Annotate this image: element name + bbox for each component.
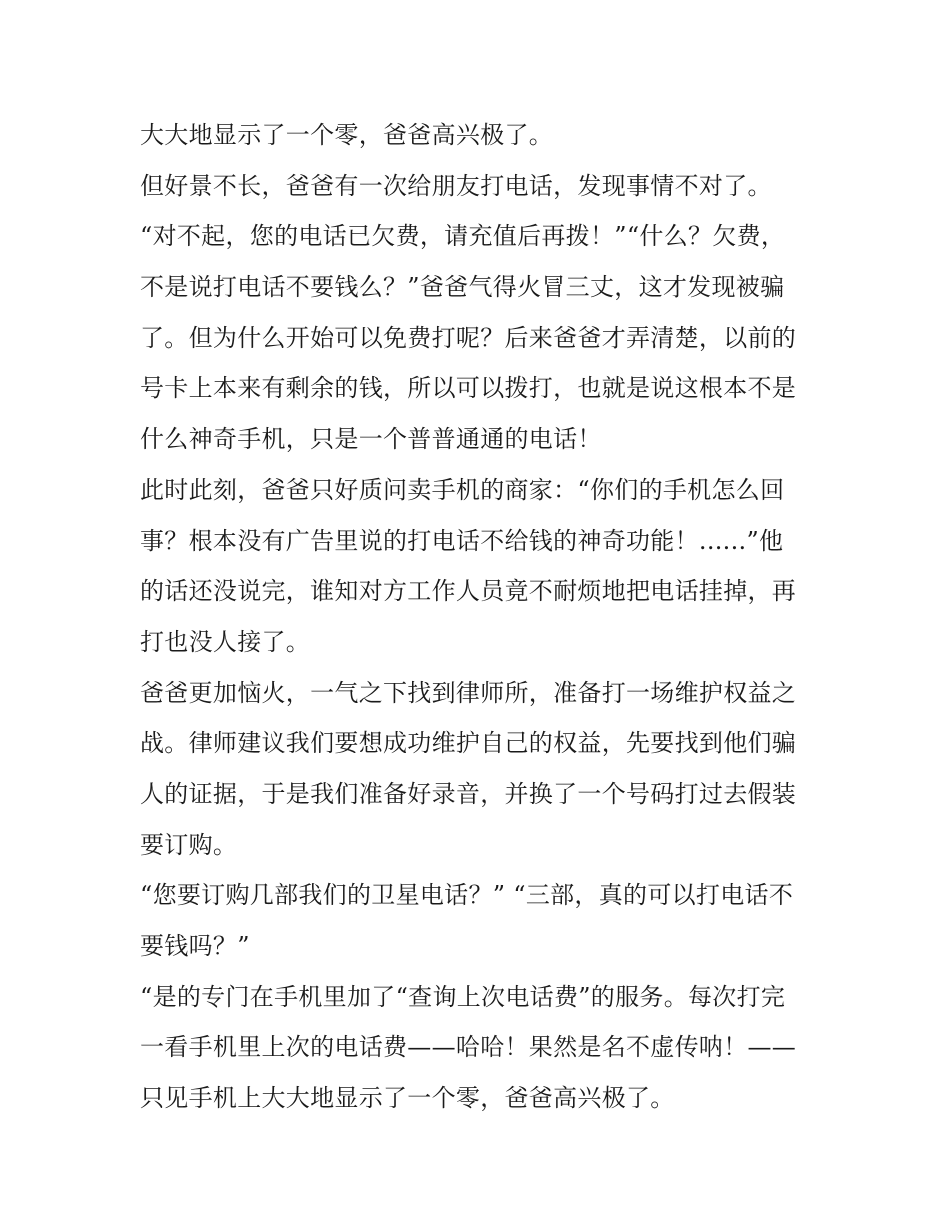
text-line: 号卡上本来有剩余的钱，所以可以拨打，也就是说这根本不是 — [140, 374, 797, 403]
text-line: 要订购。 — [140, 830, 238, 859]
text-line: 此时此刻，爸爸只好质问卖手机的商家：“你们的手机怎么回 — [140, 475, 785, 504]
text-line: 的话还没说完，谁知对方工作人员竟不耐烦地把电话挂掉，再 — [140, 577, 797, 606]
text-line: 不是说打电话不要钱么？”爸爸气得火冒三丈，这才发现被骗 — [140, 273, 785, 302]
document-body — [140, 110, 820, 1124]
text-line: 但好景不长，爸爸有一次给朋友打电话，发现事情不对了。 — [140, 171, 772, 200]
text-line: “对不起，您的电话已欠费，请充值后再拨！”“什么？欠费， — [140, 222, 786, 251]
text-line: “是的专门在手机里加了“查询上次电话费”的服务。每次打完 — [140, 982, 786, 1011]
text-line: 只见手机上大大地显示了一个零，爸爸高兴极了。 — [140, 1084, 675, 1113]
text-line: 什么神奇手机，只是一个普普通通的电话！ — [140, 425, 602, 454]
text-line: 战。律师建议我们要想成功维护自己的权益，先要找到他们骗 — [140, 729, 797, 758]
text-line: 打也没人接了。 — [140, 627, 311, 656]
text-line: 人的证据，于是我们准备好录音，并换了一个号码打过去假装 — [140, 779, 797, 808]
text-line: 大大地显示了一个零，爸爸高兴极了。 — [140, 121, 554, 149]
text-line: 事？根本没有广告里说的打电话不给钱的神奇功能！......”他 — [140, 526, 784, 555]
text-line: 爸爸更加恼火，一气之下找到律师所，准备打一场维护权益之 — [140, 678, 797, 707]
text-line: “您要订购几部我们的卫星电话？” “三部，真的可以打电话不 — [140, 881, 794, 910]
text-line: 要钱吗？” — [140, 932, 250, 960]
text-line: 一看手机里上次的电话费——哈哈！果然是名不虚传呐！—— — [140, 1033, 797, 1062]
text-line: 了。但为什么开始可以免费打呢？后来爸爸才弄清楚，以前的 — [140, 323, 797, 352]
